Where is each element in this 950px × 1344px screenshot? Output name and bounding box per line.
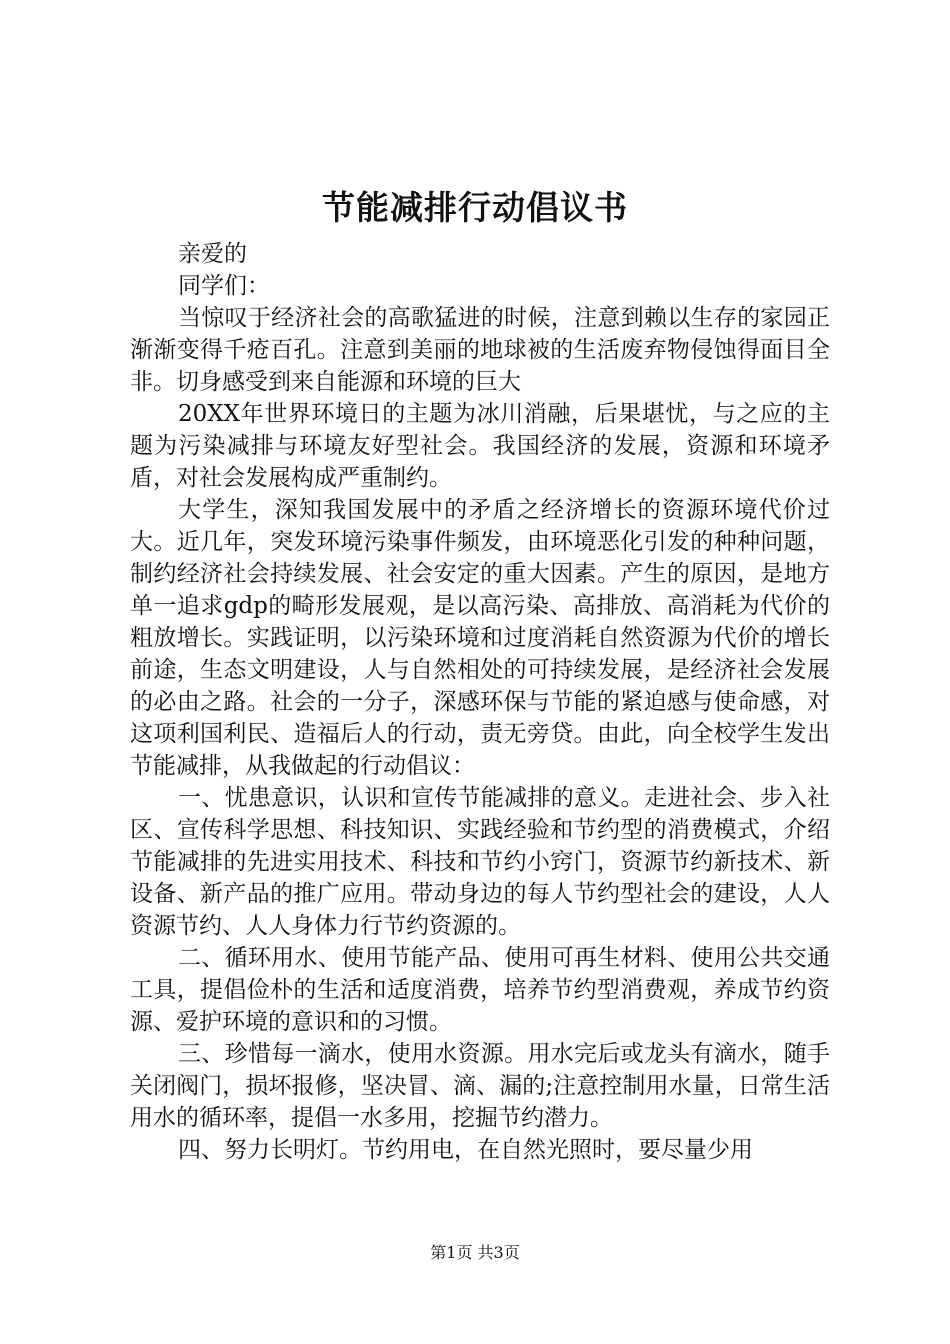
document-title: 节能减排行动倡议书	[322, 188, 628, 227]
paragraph-2: 20XX年世界环境日的主题为冰川消融，后果堪忧，与之应的主题为污染减排与环境友好型社会。我国经济的发展，资源和环境矛盾，对社会发展构成严重制约。	[130, 401, 830, 491]
paragraph-4: 一、忧患意识，认识和宣传节能减排的意义。走进社会、步入社区、宣传科学思想、科技知识、实践经验和节约型的消费模式，介绍节能减排的先进实用技术、科技和节约小窍门，资源节约新技术、新设备、新产品的推广应用。带动身边的每人节约型社会的建设，人人资源节约、人人身体力行节约资源的。	[130, 785, 830, 939]
paragraph-5: 二、循环用水、使用节能产品、使用可再生材料、使用公共交通工具，提倡俭朴的生活和适度消费，培养节约型消费观，养成节约资源、爱护环境的意识和的习惯。	[130, 945, 830, 1035]
paragraph-7: 四、努力长明灯。节约用电，在自然光照时，要尽量少用	[178, 1137, 753, 1163]
salutation-line-1: 亲爱的	[178, 241, 247, 267]
salutation-line-2: 同学们：	[178, 273, 270, 299]
paragraph-3: 大学生，深知我国发展中的矛盾之经济增长的资源环境代价过大。近几年，突发环境污染事件频发，由环境恶化引发的种种问题，制约经济社会持续发展、社会安定的重大因素。产生的原因，是地方单一追求gdp的畸形发展观，是以高污染、高排放、高消耗为代价的粗放增长。实践证明，以污染环境和过度消耗自然资源为代价的增长前途，生态文明建设，人与自然相处的可持续发展，是经济社会发展的必由之路。社会的一分子，深感环保与节能的紧迫感与使命感，对这项利国利民、造福后人的行动，责无旁贷。由此，向全校学生发出节能减排，从我做起的行动倡议：	[130, 497, 830, 779]
paragraph-6: 三、珍惜每一滴水，使用水资源。用水完后或龙头有滴水，随手关闭阀门，损坏报修，坚决冒、滴、漏的;注意控制用水量，日常生活用水的循环率，提倡一水多用，挖掘节约潜力。	[130, 1041, 830, 1131]
page-footer: 第1页 共3页	[430, 1243, 520, 1262]
paragraph-1: 当惊叹于经济社会的高歌猛进的时候，注意到赖以生存的家园正渐渐变得千疮百孔。注意到美丽的地球被的生活废弃物侵蚀得面目全非。切身感受到来自能源和环境的巨大	[130, 305, 830, 395]
document-body	[130, 238, 830, 1166]
